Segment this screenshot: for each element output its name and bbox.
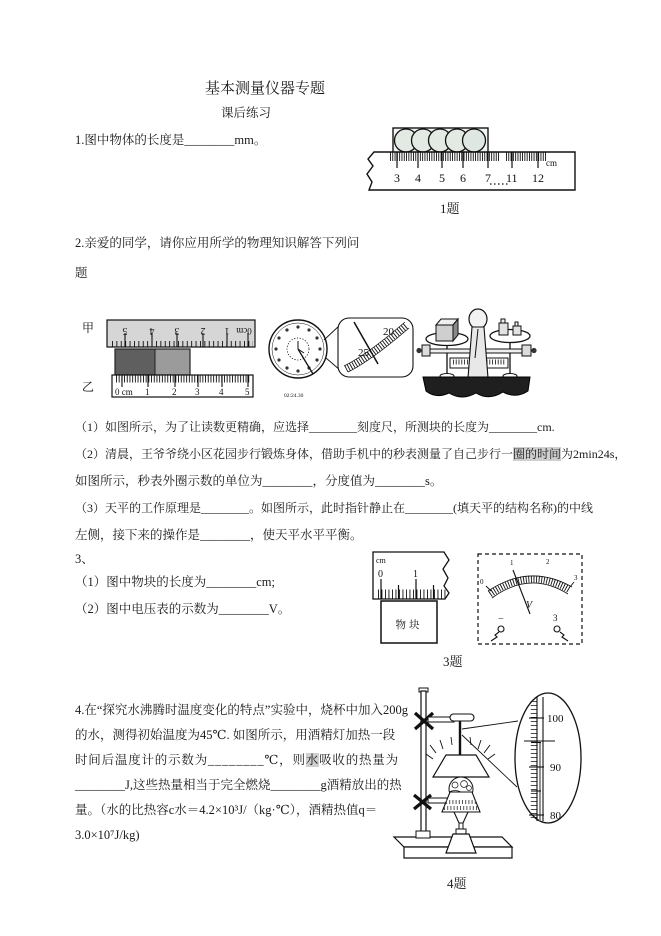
q2-sub3a: （3）天平的工作原理是________。如图所示，此时指针静止在________(填天平的结构名称)的中线 — [75, 501, 593, 515]
thermometer-magnifier — [462, 693, 581, 823]
terminal-3-label: 3 — [553, 613, 558, 623]
q4-figure-experiment — [390, 685, 630, 880]
q4-line3-post: 吸收的热量为 — [319, 753, 399, 767]
yi-scale-number: 0 cm — [115, 387, 133, 397]
q4-line5: 量。（水的比热容c水＝4.2×10³J/（kg·℃），酒精热值q＝ — [75, 803, 378, 817]
q3-sub2: （2）图中电压表的示数为________V。 — [75, 602, 291, 616]
dial-number-25: 25 — [358, 347, 369, 359]
yi-scale-number: 4 — [219, 387, 224, 397]
ruler-number: 6 — [460, 171, 466, 185]
heating-setup — [426, 721, 495, 853]
yi-scale-number: 5 — [245, 387, 250, 397]
ruler — [367, 152, 575, 190]
q1-text: 1.图中物体的长度是________mm。 — [75, 133, 267, 147]
yi-scale-number: 3 — [195, 387, 200, 397]
ruler-number: 4 — [415, 171, 421, 185]
double-ruler-figure — [82, 320, 255, 397]
ruler-yi-label: 乙 — [82, 380, 95, 394]
jia-scale-number: 2 — [200, 325, 206, 336]
q2-line2: 题 — [75, 266, 88, 280]
q4-line2: 的水，测得初始温度为45℃. 如图所示，用酒精灯加热一段 — [75, 728, 396, 742]
jia-scale-number: 4 — [149, 325, 155, 336]
terminal-minus-label: − — [498, 614, 504, 625]
q4-caption: 4题 — [447, 876, 467, 891]
q3-sub1: （1）图中物块的长度为________cm; — [75, 575, 275, 589]
q2-line1: 2.亲爱的同学，请你应用所学的物理知识解答下列问 — [75, 236, 360, 250]
thermo-label-90: 90 — [550, 762, 561, 774]
ruler-jia-label: 甲 — [82, 321, 95, 335]
meter-number-2: 2 — [546, 558, 550, 566]
thermo-label-100: 100 — [547, 713, 564, 725]
meter-number-0: 0 — [480, 578, 484, 586]
q2-sub2b: 如图所示，秒表外圈示数的单位为________，分度值为________s。 — [75, 474, 443, 488]
dial-number-20: 20 — [383, 326, 394, 338]
ruler-block-figure — [373, 552, 449, 643]
page-subtitle: 课后练习 — [221, 106, 272, 120]
q3-head: 3、 — [75, 552, 94, 566]
thermo-label-80: 80 — [550, 810, 561, 822]
meter-unit-label: V — [526, 600, 533, 611]
q2-figures — [70, 295, 610, 415]
q4-line6: 3.0×10⁷J/kg) — [75, 828, 140, 842]
q4-line4: ________J,这些热量相当于完全燃烧________g酒精放出的热 — [75, 778, 402, 792]
jia-scale-number: 0cm — [236, 326, 252, 336]
ruler-number: 3 — [394, 171, 400, 185]
q4-line3 — [75, 753, 399, 768]
q4-line1: 4.在“探究水沸腾时温度变化的特点”实验中，烧杯中加入200g — [75, 703, 408, 717]
ruler-number-1: 1 — [413, 569, 418, 580]
meter-number-3: 3 — [574, 574, 578, 582]
ruler-unit-label: cm — [376, 556, 386, 565]
coins — [393, 128, 488, 153]
q3-caption: 3题 — [443, 654, 463, 669]
stopwatch-figure — [269, 318, 413, 399]
q2-sub2a-pre: （2）清晨，王爷爷绕小区花园步行锻炼身体，借助手机中的秒表测量了自己步行一 — [75, 447, 514, 461]
ruler-number: 7 — [485, 171, 491, 185]
q2-sub2a — [75, 447, 626, 461]
jia-scale-number: 3 — [174, 325, 180, 336]
q4-line3-highlight: 水 — [305, 753, 320, 767]
jia-scale-number: 5 — [122, 325, 128, 336]
meter-number-1: 1 — [510, 559, 514, 567]
q1-caption: 1题 — [440, 201, 460, 216]
watch-time-label: 02:24.30 — [284, 393, 304, 399]
q2-sub1: （1）如图所示，为了让读数更精确，应选择________刻度尺，所测块的长度为________cm. — [75, 420, 555, 434]
ruler-number: 12 — [532, 171, 544, 185]
voltmeter-figure — [478, 554, 582, 644]
ruler-number: 5 — [439, 171, 445, 185]
balance-figure — [416, 309, 536, 397]
block-label: 物块 — [395, 620, 423, 631]
ruler-number: 11 — [506, 171, 518, 185]
q4-line3-pre: 时间后温度计的示数为________℃，则 — [75, 753, 306, 767]
ruler-unit-label: cm — [546, 158, 557, 168]
q2-sub2a-post: 为2min24s， — [561, 447, 627, 461]
q3-figures — [360, 548, 610, 658]
q2-sub2a-highlight: 圈的时间 — [513, 447, 562, 461]
yi-scale-number: 1 — [145, 387, 150, 397]
q2-sub3b: 左侧，接下来的操作是________，使天平水平平衡。 — [75, 528, 363, 542]
page-title: 基本测量仪器专题 — [205, 81, 326, 97]
jia-scale-number: 1 — [224, 325, 230, 336]
yi-scale-number: 2 — [172, 387, 177, 397]
q1-figure-ruler-coins — [360, 112, 650, 212]
ruler-number-0: 0 — [378, 569, 383, 580]
